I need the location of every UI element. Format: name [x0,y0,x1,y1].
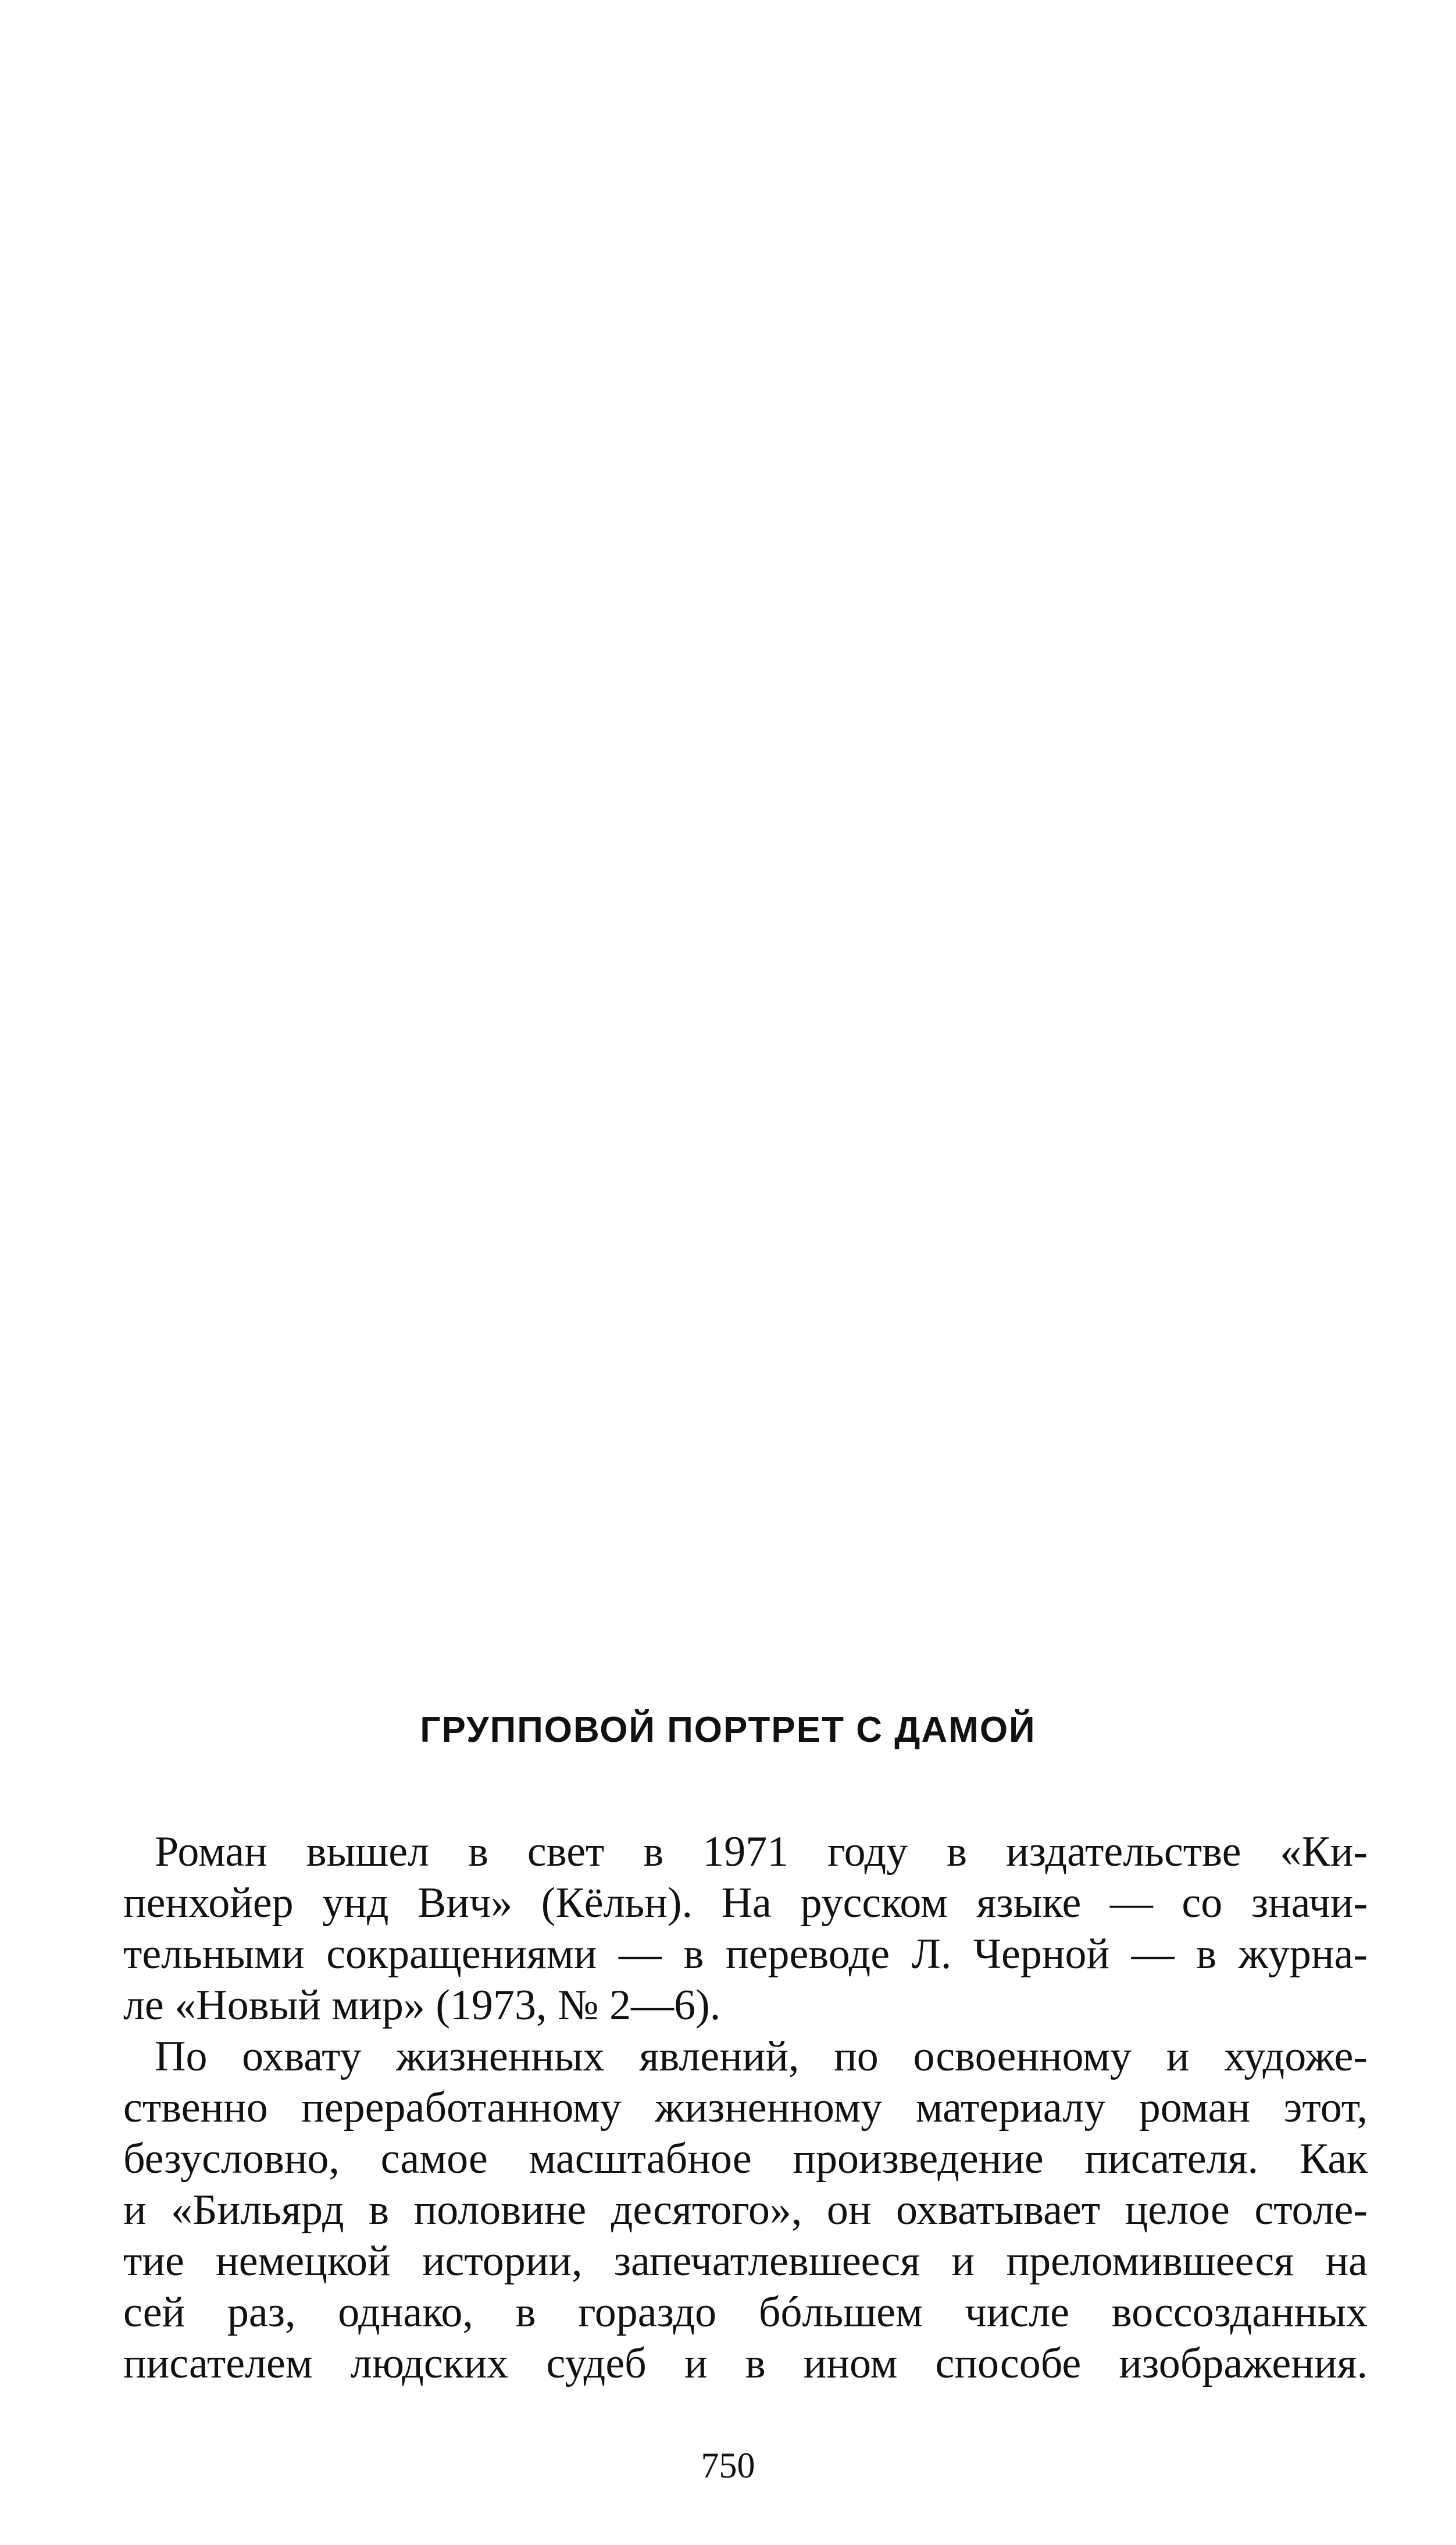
body-text [123,1826,1368,2389]
paragraph-2 [123,2031,1368,2389]
text-line: и «Бильярд в половине десятого», он охватывает целое столе- [123,2186,1368,2234]
text-line: тие немецкой истории, запечатлевшееся и преломившееся на [123,2237,1368,2285]
text-line: Роман вышел в свет в 1971 году в издательстве «Ки- [155,1828,1368,1876]
text-line: сей раз, однако, в гораздо бóльшем числе воссозданных [123,2289,1368,2336]
page-number: 750 [701,2446,755,2486]
text-line: ле «Новый мир» (1973, № 2—6). [123,1981,721,2029]
chapter-title: ГРУППОВОЙ ПОРТРЕТ С ДАМОЙ [420,1710,1036,1750]
text-line: По охвату жизненных явлений, по освоенному и художе- [155,2033,1368,2080]
text-line: безусловно, самое масштабное произведение писателя. Как [123,2135,1368,2183]
text-line: ственно переработанному жизненному материалу роман этот, [123,2084,1368,2131]
paragraph-1 [123,1826,1368,2031]
text-line: пенхойер унд Вич» (Кёльн). На русском языке — со значи- [123,1879,1368,1927]
text-line: тельными сокращениями — в переводе Л. Черной — в журна- [123,1930,1368,1978]
text-line: писателем людских судеб и в ином способе изображения. [123,2340,1368,2387]
